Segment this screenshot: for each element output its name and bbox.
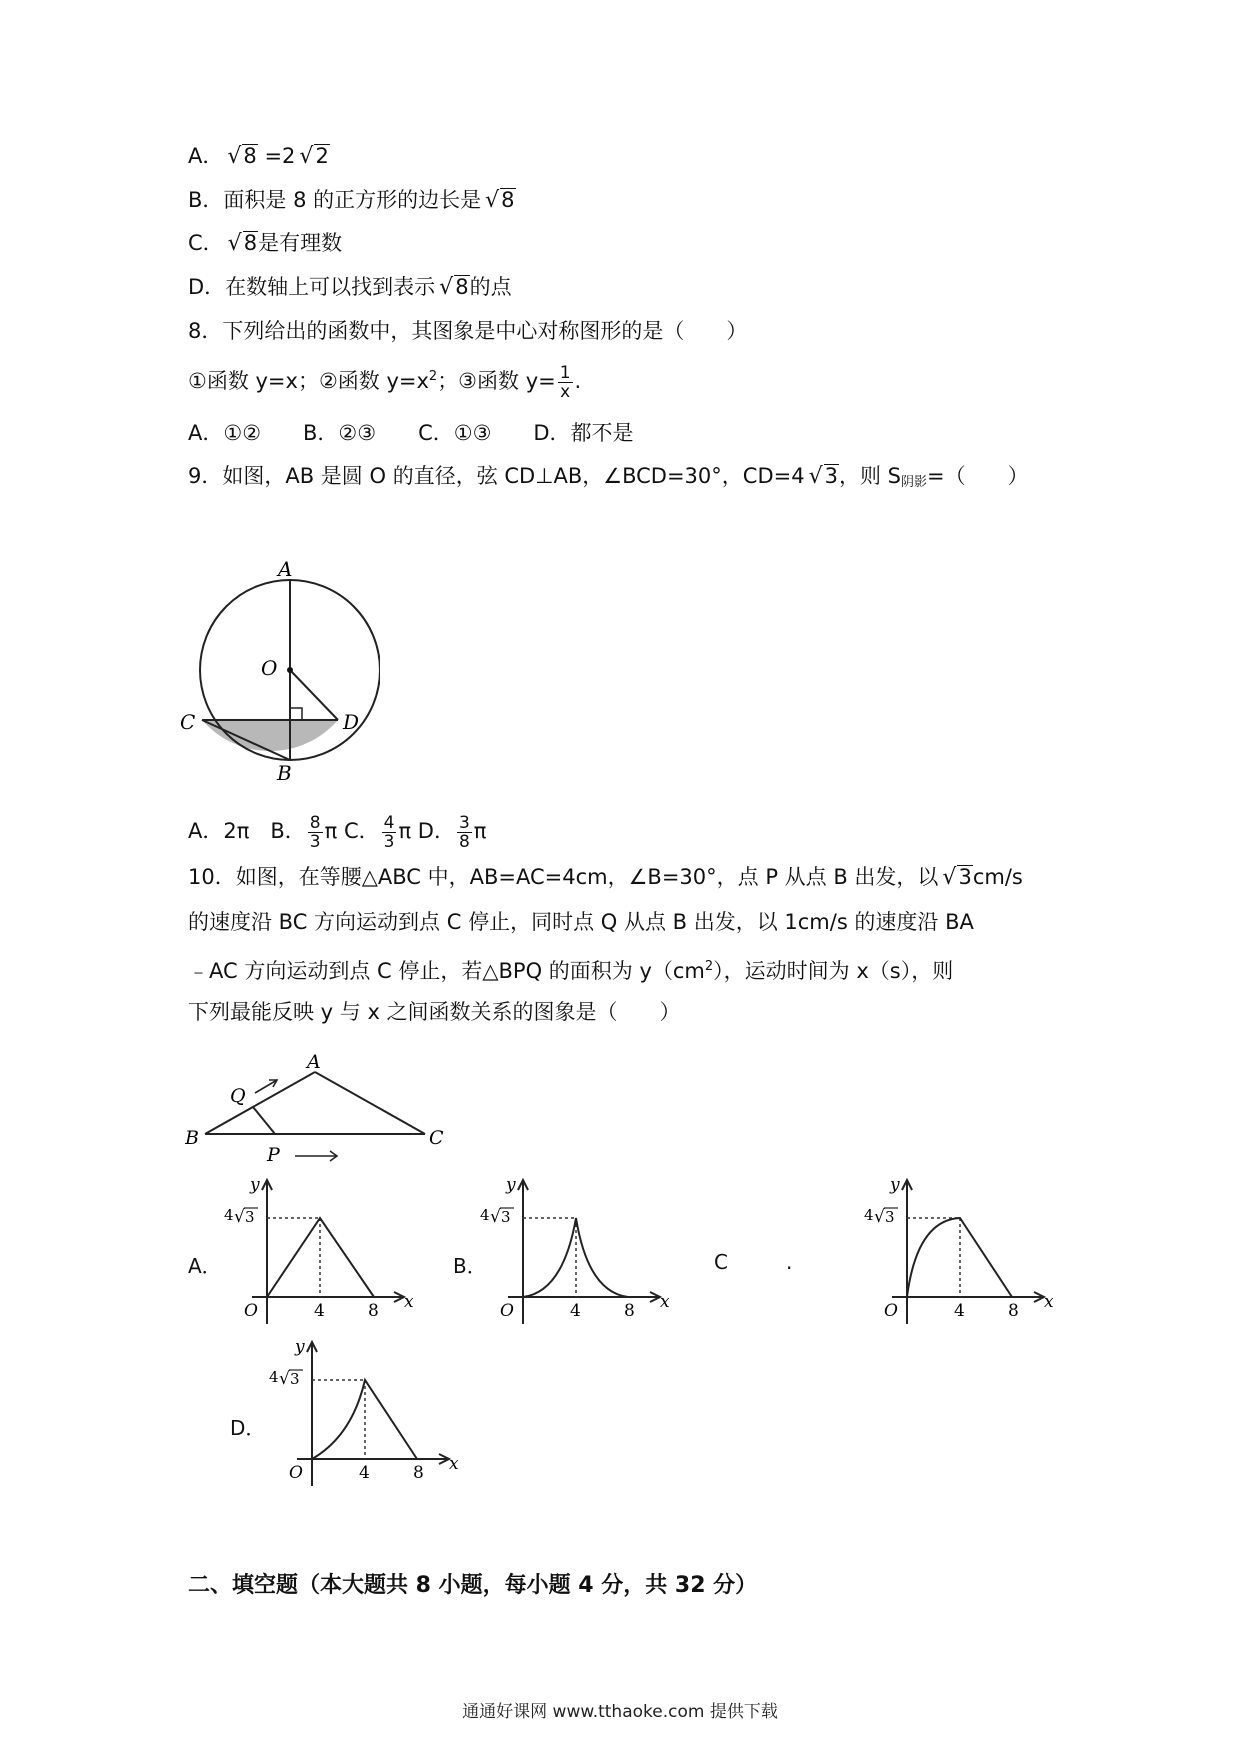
svg-text:3: 3 bbox=[885, 1208, 895, 1226]
q7-option-c: C． √8是有理数 bbox=[188, 231, 343, 256]
svg-text:y: y bbox=[250, 1175, 260, 1195]
segment-qp bbox=[253, 1107, 275, 1134]
svg-text:4: 4 bbox=[269, 1368, 279, 1386]
graph-c bbox=[862, 1174, 1057, 1324]
svg-text:8: 8 bbox=[1008, 1301, 1019, 1321]
svg-text:O: O bbox=[884, 1301, 898, 1321]
segment-od bbox=[290, 670, 338, 720]
label-d: D bbox=[343, 710, 360, 734]
q10-triangle-figure bbox=[185, 1050, 460, 1170]
svg-text:√: √ bbox=[874, 1207, 885, 1227]
q9-options: A．2π B． $\frac{8}{3}$ π C． $\frac{4}{3}$ π D． $\frac{3}{8}$ π bbox=[188, 812, 487, 852]
svg-text:3: 3 bbox=[290, 1370, 300, 1388]
svg-text:√: √ bbox=[490, 1207, 501, 1227]
label-b: B bbox=[277, 761, 292, 785]
q8-options: A．①② B．②③ C．①③ D．都不是 bbox=[188, 421, 634, 445]
shaded-region bbox=[202, 720, 338, 751]
q10-line-2: 的速度沿 BC 方向运动到点 C 停止，同时点 Q 从点 B 出发，以 1cm/s 的速度沿 BA bbox=[188, 910, 974, 934]
svg-text:x: x bbox=[404, 1292, 414, 1312]
label-o: O bbox=[261, 656, 278, 680]
q10-line-4: 下列最能反映 y 与 x 之间函数关系的图象是（ ） bbox=[188, 1000, 681, 1024]
q10-line-3: ﹣AC 方向运动到点 C 停止，若△BPQ 的面积为 $y(cm^2)$，运动时间为 x（s），则 bbox=[188, 959, 954, 983]
svg-text:O: O bbox=[500, 1301, 514, 1321]
svg-text:√: √ bbox=[279, 1369, 290, 1389]
q7-option-d: D．在数轴上可以找到表示 √8的点 bbox=[188, 275, 512, 300]
svg-text:4: 4 bbox=[864, 1206, 874, 1224]
svg-text:4: 4 bbox=[570, 1301, 581, 1321]
svg-text:4: 4 bbox=[359, 1463, 370, 1483]
graph-a bbox=[222, 1174, 417, 1324]
graph-b bbox=[478, 1174, 673, 1324]
q10-line-1: 10．如图，在等腰△ABC 中，AB=AC=4cm，∠B=30°，点 P 从点 B 出发，以 √3cm/s bbox=[188, 865, 1023, 890]
svg-text:√: √ bbox=[234, 1207, 245, 1227]
q9-stem: 9．如图，AB 是圆 O 的直径，弦 CD⊥AB，∠BCD=30°，CD=4 √3，则 $S_{阴影}=$（ ） bbox=[188, 464, 1029, 490]
svg-text:8: 8 bbox=[624, 1301, 635, 1321]
label-p: P bbox=[267, 1144, 280, 1166]
side-ba bbox=[205, 1072, 315, 1134]
svg-text:8: 8 bbox=[413, 1463, 424, 1483]
q8-functions: ①函数 y=x；②函数 $y=x^2$；③函数 y= $\frac{1}{x}$ . bbox=[188, 362, 582, 402]
svg-text:y: y bbox=[506, 1175, 516, 1195]
graph-label-c: C bbox=[714, 1250, 728, 1274]
q8-stem: 8．下列给出的函数中，其图象是中心对称图形的是（ ） bbox=[188, 319, 748, 343]
label-a: A bbox=[278, 560, 293, 581]
label-c: C bbox=[180, 710, 196, 734]
graph-label-d: D． bbox=[230, 1416, 266, 1440]
svg-text:O: O bbox=[289, 1463, 303, 1483]
graph-d bbox=[267, 1336, 462, 1486]
q7-option-b: B．面积是 8 的正方形的边长是 √8 bbox=[188, 188, 515, 213]
graph-label-a: A． bbox=[188, 1254, 222, 1278]
graph-label-b: B． bbox=[453, 1254, 487, 1278]
label-b: B bbox=[185, 1127, 199, 1149]
side-ac bbox=[315, 1072, 425, 1134]
svg-text:4: 4 bbox=[954, 1301, 965, 1321]
svg-text:y: y bbox=[295, 1337, 305, 1357]
q9-circle-figure bbox=[180, 560, 380, 785]
section-2-heading: 二、填空题（本大题共 8 小题，每小题 4 分，共 32 分） bbox=[188, 1573, 758, 1598]
label-a: A bbox=[307, 1051, 321, 1073]
label-c: C bbox=[429, 1127, 444, 1149]
svg-text:x: x bbox=[1044, 1292, 1054, 1312]
label-q: Q bbox=[230, 1085, 246, 1107]
fraction-1-over-x: $\frac{1}{x}$ bbox=[559, 362, 571, 402]
svg-text:4: 4 bbox=[480, 1206, 490, 1224]
center-dot bbox=[287, 667, 293, 673]
svg-text:8: 8 bbox=[368, 1301, 379, 1321]
svg-text:O: O bbox=[244, 1301, 258, 1321]
svg-text:4: 4 bbox=[314, 1301, 325, 1321]
right-angle-mark bbox=[290, 708, 302, 720]
graph-label-c-dot: . bbox=[786, 1250, 793, 1274]
svg-text:3: 3 bbox=[501, 1208, 511, 1226]
svg-text:4: 4 bbox=[224, 1206, 234, 1224]
q7-option-a: A． √8 =2 √2 bbox=[188, 144, 329, 169]
svg-text:y: y bbox=[890, 1175, 900, 1195]
svg-text:3: 3 bbox=[245, 1208, 255, 1226]
page-footer: 通通好课网 www.tthaoke.com 提供下载 bbox=[462, 1702, 778, 1722]
svg-text:x: x bbox=[449, 1454, 459, 1474]
svg-text:x: x bbox=[660, 1292, 670, 1312]
